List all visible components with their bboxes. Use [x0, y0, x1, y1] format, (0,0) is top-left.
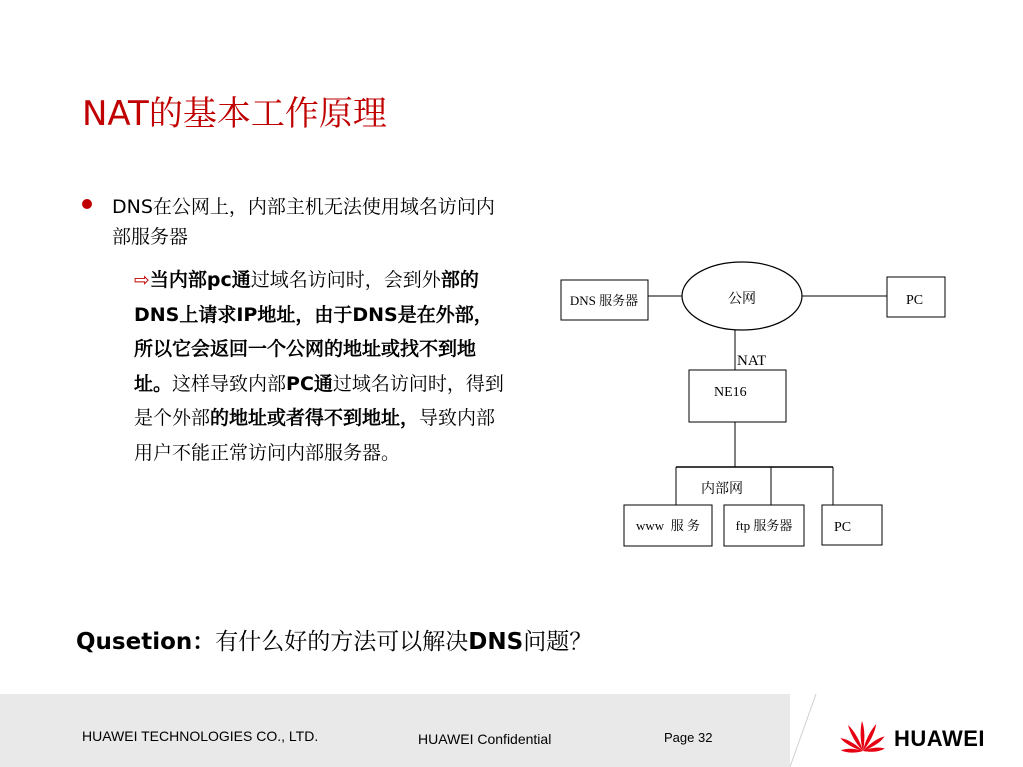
slide-title: NAT的基本工作原理	[82, 94, 387, 134]
www-server-label: www 服 务	[636, 518, 700, 533]
question-label: Qusetion：	[76, 629, 216, 655]
pc-top-label: PC	[906, 293, 924, 308]
sub-text-3: 部的DNS上	[134, 269, 479, 326]
footer-confidential: HUAWEI Confidential	[418, 731, 552, 747]
pc-bottom-box	[822, 505, 882, 545]
question-line	[76, 623, 592, 656]
sub-text-2: 过域名访问时，会到外	[250, 269, 441, 291]
internal-net-label: 内部网	[701, 482, 743, 497]
pc-bottom-label: PC	[834, 520, 852, 535]
sub-text-5: 这样导致内部	[172, 372, 287, 395]
question-body: 有什么好的方法可以解决	[215, 629, 469, 655]
sub-text-4: 请求IP地址，由于DNS是在外部，所以它会返回一个公网的地址或找不到地址。	[134, 303, 493, 395]
sub-text-8: 的地址或者得不到地址，	[210, 407, 420, 429]
dns-server-label: DNS 服务器	[569, 293, 639, 308]
footer-company: HUAWEI TECHNOLOGIES CO., LTD.	[82, 728, 319, 744]
question-dns: DNS	[468, 629, 524, 655]
footer-slant	[790, 694, 830, 767]
huawei-logo-text: HUAWEI	[894, 726, 985, 751]
public-net-label: 公网	[728, 292, 756, 307]
huawei-logo-icon	[838, 715, 888, 755]
arrow-right-icon: ⇨	[134, 269, 150, 291]
footer-page-number: Page 32	[664, 730, 713, 745]
nat-label: NAT	[737, 353, 767, 369]
bullet-text: DNS在公网上，内部主机无法使用域名访问内部服务器	[112, 196, 495, 248]
sub-text-9: 导致内部用户不能正常访问内部服务器。	[134, 407, 496, 464]
question-end: 问题？	[523, 629, 593, 655]
sub-text-1: 当内部pc通	[149, 269, 251, 291]
ne16-label: NE16	[714, 385, 747, 400]
ftp-server-label: ftp 服务器	[735, 518, 793, 533]
sub-text-6: PC通	[286, 372, 333, 395]
sub-text-7: 过域名访问时，得到是个外部	[134, 372, 504, 429]
